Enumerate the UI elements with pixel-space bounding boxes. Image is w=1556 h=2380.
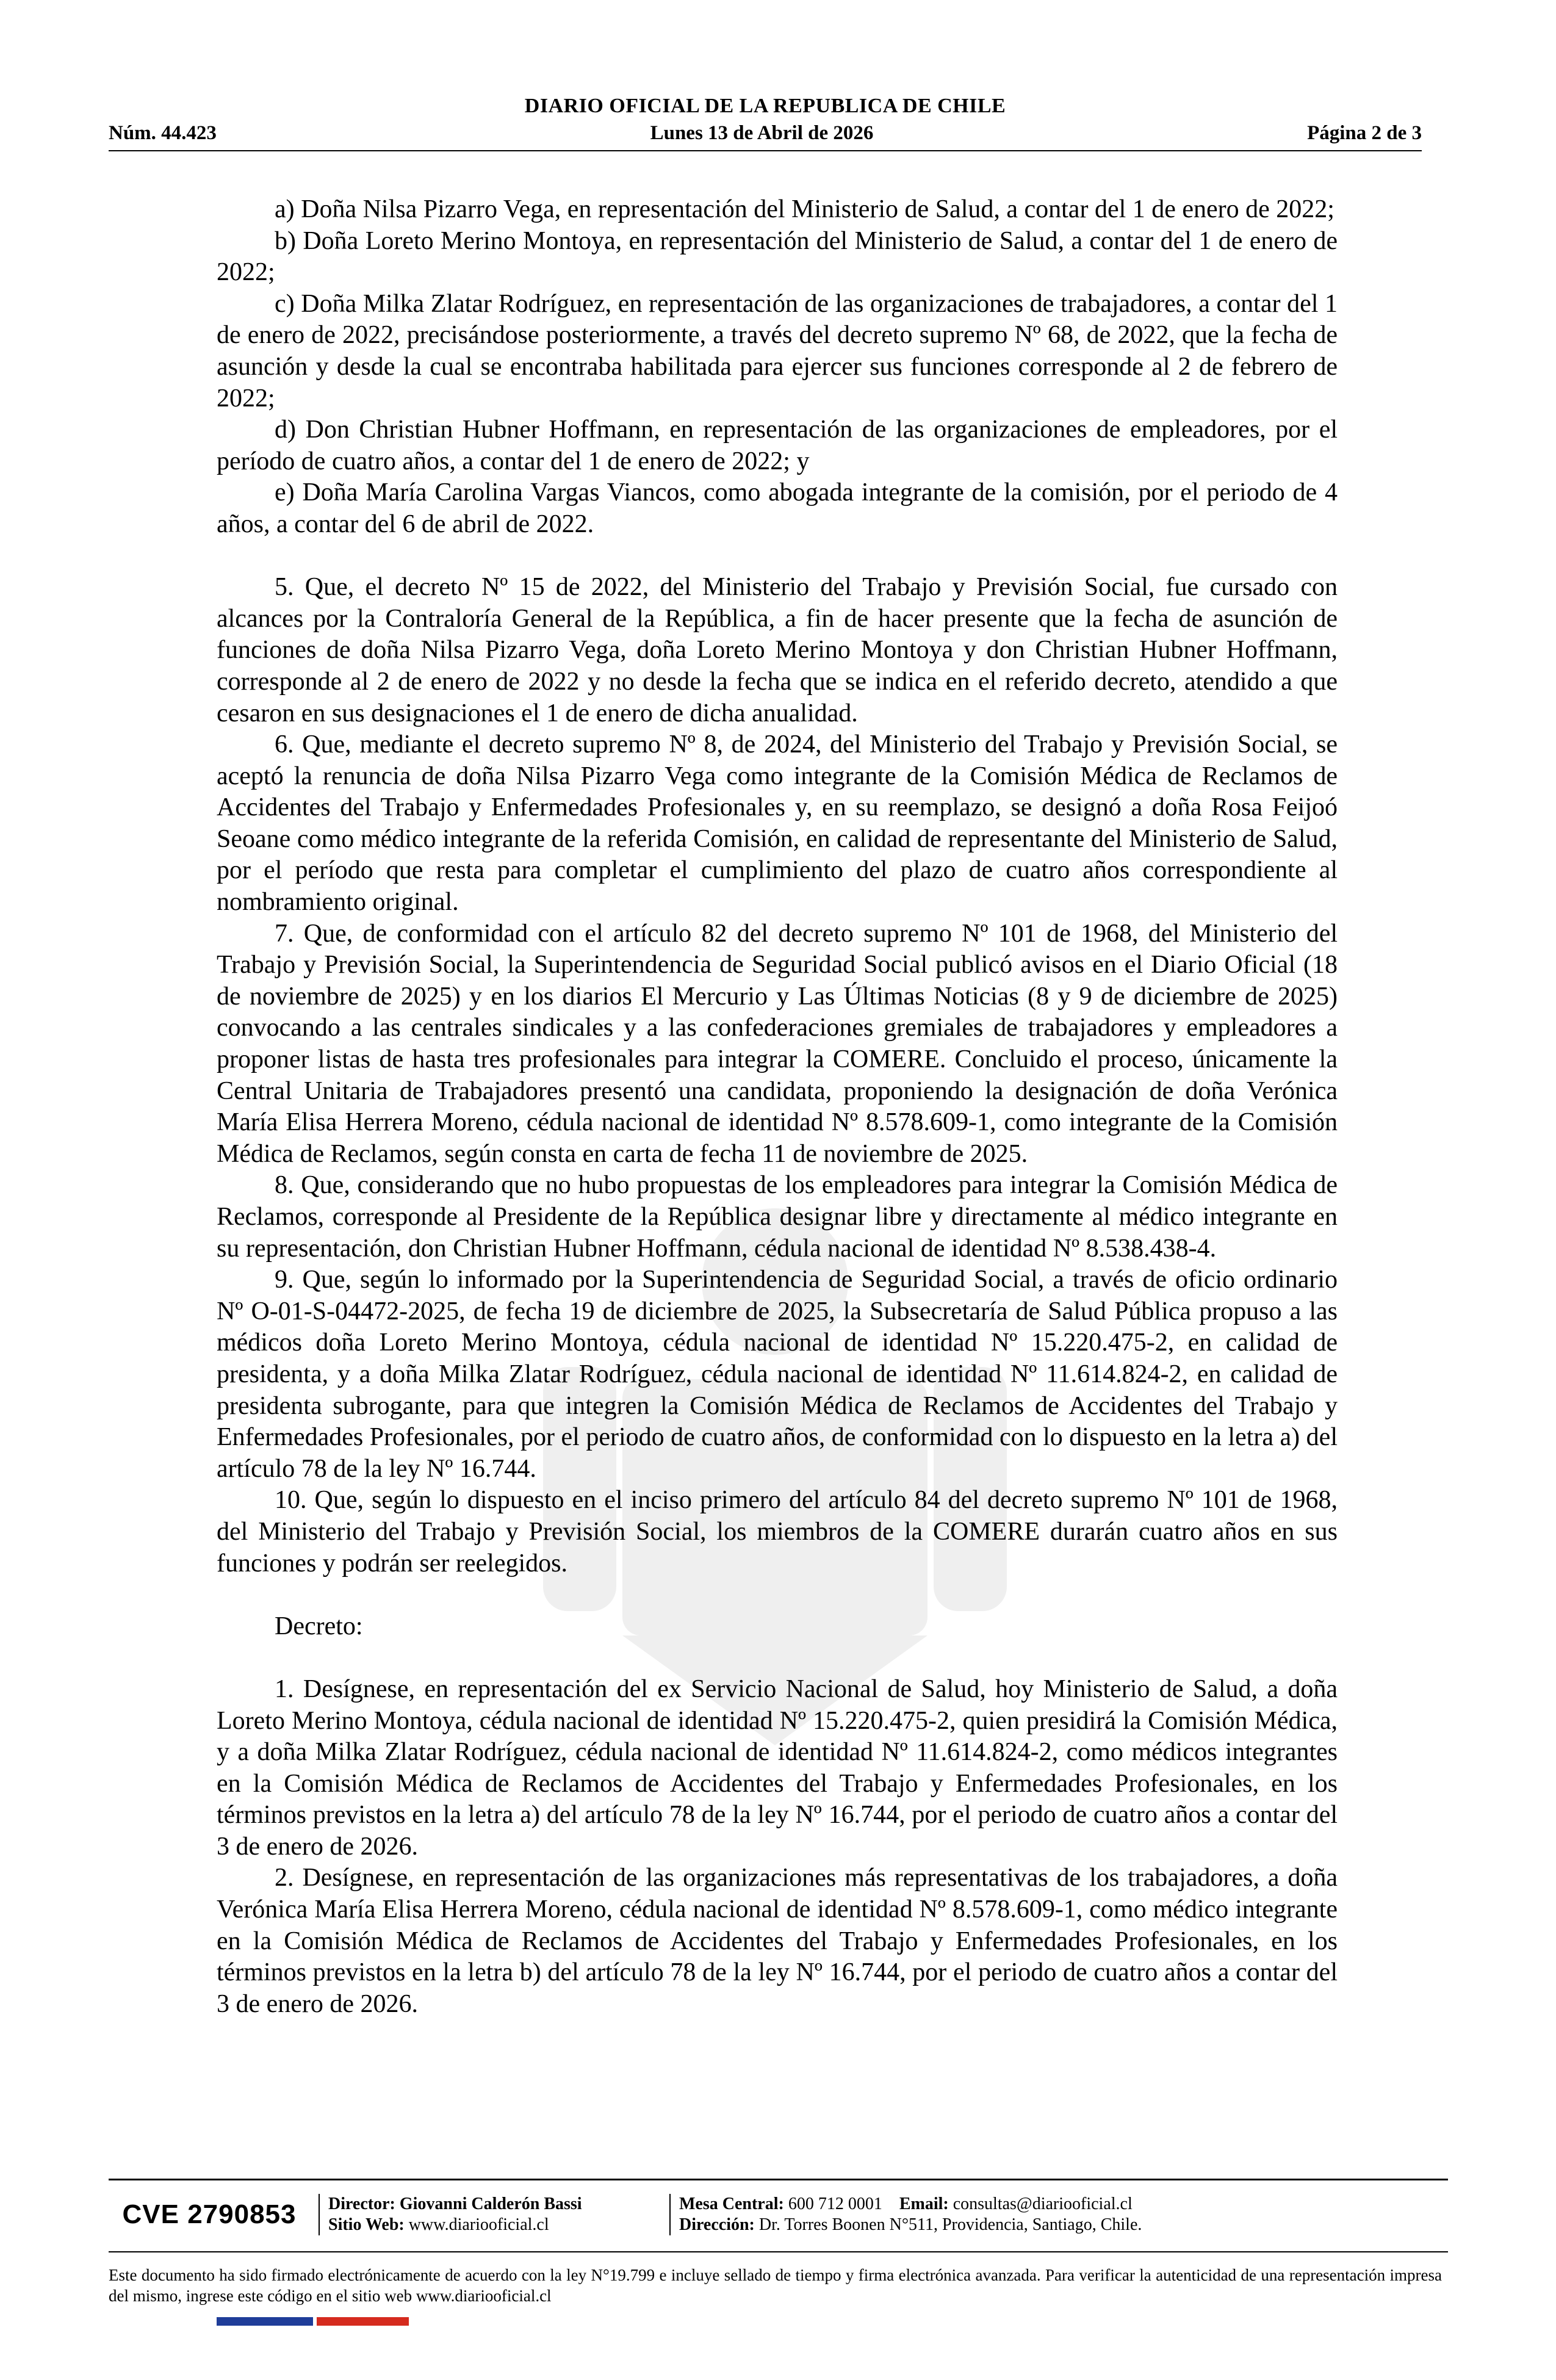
decree-heading: Decreto:	[275, 1612, 363, 1640]
address-label: Dirección:	[679, 2215, 755, 2234]
issue-date: Lunes 13 de Abril de 2026	[650, 122, 874, 144]
website-link[interactable]: www.diariooficial.cl	[408, 2215, 549, 2234]
header-divider	[109, 150, 1422, 151]
phone-number: 600 712 0001	[788, 2194, 882, 2213]
paragraph-a: a) Doña Nilsa Pizarro Vega, en representación del Ministerio de Salud, a contar del 1 de enero de 2022;	[275, 195, 1334, 223]
header-row	[109, 120, 1422, 146]
paragraph-d: d) Don Christian Hubner Hoffmann, en representación de las organizaciones de empleadores, por el período de cuatro años, a contar del 1 de enero de 2022; y	[217, 416, 1338, 475]
legal-notice: Este documento ha sido firmado electrónicamente de acuerdo con la ley N°19.799 e incluye sellado de tiempo y firma electrónica avanzada. Para verificar la autenticidad de una representación impresa del mismo, ingrese este código en el sitio web www.diariooficial.cl	[109, 2266, 1442, 2305]
footer-separator	[319, 2194, 320, 2235]
email-link[interactable]: consultas@diariooficial.cl	[953, 2194, 1133, 2213]
footer-director-block	[328, 2194, 661, 2235]
website-label: Sitio Web:	[328, 2215, 405, 2234]
page-footer	[109, 2179, 1448, 2306]
paragraph-8: 8. Que, considerando que no hubo propuestas de los empleadores para integrar la Comisión Médica de Reclamos, corresponde al Presidente de la República designar libre y directamente al médico integrante en su representación, don Christian Hubner Hoffmann, cédula nacional de identidad Nº 8.538.438-4.	[217, 1171, 1338, 1263]
page-header	[109, 93, 1422, 151]
paragraph-6: 6. Que, mediante el decreto supremo Nº 8, de 2024, del Ministerio del Trabajo y Previsión Social, se aceptó la renuncia de doña Nilsa Pizarro Vega como integrante de la Comisión Médica de Reclamos de Accidentes del Trabajo y Enfermedades Profesionales y, en su reemplazo, se designó a doña Rosa Feijoó Seoane como médico integrante de la referida Comisión, en calidad de representante del Ministerio de Salud, por el período que resta para completar el cumplimiento del plazo de cuatro años correspondiente al nombramiento original.	[217, 730, 1338, 917]
email-label: Email:	[899, 2194, 949, 2213]
page-number: Página 2 de 3	[1307, 122, 1422, 144]
paragraph-10: 10. Que, según lo dispuesto en el inciso primero del artículo 84 del decreto supremo Nº 101 de 1968, del Ministerio del Trabajo y Previsión Social, los miembros de la COMERE durarán cuatro años en sus funciones y podrán ser reelegidos.	[217, 1486, 1338, 1578]
flag-color-bar	[217, 2317, 409, 2326]
decree-article-1: 1. Desígnese, en representación del ex Servicio Nacional de Salud, hoy Ministerio de Salud, a doña Loreto Merino Montoya, cédula nacional de identidad Nº 15.220.475-2, quien presidirá la Comisión Médica, y a doña Milka Zlatar Rodríguez, cédula nacional de identidad Nº 11.614.824-2, como médicos integrantes en la Comisión Médica de Reclamos de Accidentes del Trabajo y Enfermedades Profesionales, en los términos previstos en la letra a) del artículo 78 de la ley Nº 16.744, por el periodo de cuatro años a contar del 3 de enero de 2026.	[217, 1675, 1338, 1861]
issue-number: Núm. 44.423	[109, 122, 217, 144]
paragraph-c: c) Doña Milka Zlatar Rodríguez, en representación de las organizaciones de trabajadores, a contar del 1 de enero de 2022, precisándose posteriormente, a través del decreto supremo Nº 68, de 2022, que la fecha de asunción y desde la cual se encontraba habilitada para ejercer sus funciones corresponde al 2 de febrero de 2022;	[217, 289, 1338, 413]
flag-red-segment	[317, 2317, 409, 2326]
paragraph-b: b) Doña Loreto Merino Montoya, en representación del Ministerio de Salud, a contar del 1 de enero de 2022;	[217, 226, 1338, 287]
decree-article-2: 2. Desígnese, en representación de las organizaciones más representativas de los trabajadores, a doña Verónica María Elisa Herrera Moreno, cédula nacional de identidad Nº 8.578.609-1, como médico integrante en la Comisión Médica de Reclamos de Accidentes del Trabajo y Enfermedades Profesionales, en los términos previstos en la letra b) del artículo 78 de la ley Nº 16.744, por el periodo de cuatro años a contar del 3 de enero de 2026.	[217, 1864, 1338, 2018]
paragraph-5: 5. Que, el decreto Nº 15 de 2022, del Ministerio del Trabajo y Previsión Social, fue cursado con alcances por la Contraloría General de la República, a fin de hacer presente que la fecha de asunción de funciones de doña Nilsa Pizarro Vega, doña Loreto Merino Montoya y don Christian Hubner Hoffmann, corresponde al 2 de enero de 2022 y no desde la fecha que se indica en el referido decreto, atendido a que cesaron en sus designaciones el 1 de enero de dicha anualidad.	[217, 573, 1338, 727]
footer-separator	[669, 2194, 671, 2235]
paragraph-e: e) Doña María Carolina Vargas Viancos, como abogada integrante de la comisión, por el periodo de 4 años, a contar del 6 de abril de 2022.	[217, 478, 1338, 538]
footer-contact-block	[679, 2194, 1448, 2235]
director-label: Director:	[328, 2194, 395, 2213]
phone-label: Mesa Central:	[679, 2194, 784, 2213]
footer-middle-divider	[109, 2251, 1448, 2252]
paragraph-7: 7. Que, de conformidad con el artículo 82 del decreto supremo Nº 101 de 1968, del Ministerio del Trabajo y Previsión Social, la Superintendencia de Seguridad Social publicó avisos en el Diario Oficial (18 de noviembre de 2025) y en los diarios El Mercurio y Las Últimas Noticias (8 y 9 de diciembre de 2025) convocando a las centrales sindicales y a las confederaciones gremiales de trabajadores y empleadores a proponer listas de hasta tres profesionales para integrar la COMERE. Concluido el proceso, únicamente la Central Unitaria de Trabajadores presentó una candidata, proponiendo la designación de doña Verónica María Elisa Herrera Moreno, cédula nacional de identidad Nº 8.578.609-1, como integrante de la Comisión Médica de Reclamos, según consta en carta de fecha 11 de noviembre de 2025.	[217, 919, 1338, 1168]
cve-code: CVE 2790853	[122, 2199, 297, 2229]
address-text: Dr. Torres Boonen N°511, Providencia, Santiago, Chile.	[758, 2215, 1142, 2234]
paragraph-9: 9. Que, según lo informado por la Superintendencia de Seguridad Social, a través de oficio ordinario Nº O-01-S-04472-2025, de fecha 19 de diciembre de 2025, la Subsecretaría de Salud Pública propuso a las médicos doña Loreto Merino Montoya, cédula nacional de identidad Nº 15.220.475-2, en calidad de presidenta, y a doña Milka Zlatar Rodríguez, cédula nacional de identidad Nº 11.614.824-2, en calidad de presidenta subrogante, para que integren la Comisión Médica de Reclamos de Accidentes del Trabajo y Enfermedades Profesionales, por el periodo de cuatro años, de conformidad con lo dispuesto en la letra a) del artículo 78 de la ley Nº 16.744.	[217, 1266, 1338, 1483]
director-name: Giovanni Calderón Bassi	[399, 2194, 582, 2213]
flag-blue-segment	[217, 2317, 313, 2326]
publication-title: DIARIO OFICIAL DE LA REPUBLICA DE CHILE	[524, 95, 1006, 117]
document-body	[217, 194, 1338, 2020]
footer-info	[109, 2180, 1448, 2239]
